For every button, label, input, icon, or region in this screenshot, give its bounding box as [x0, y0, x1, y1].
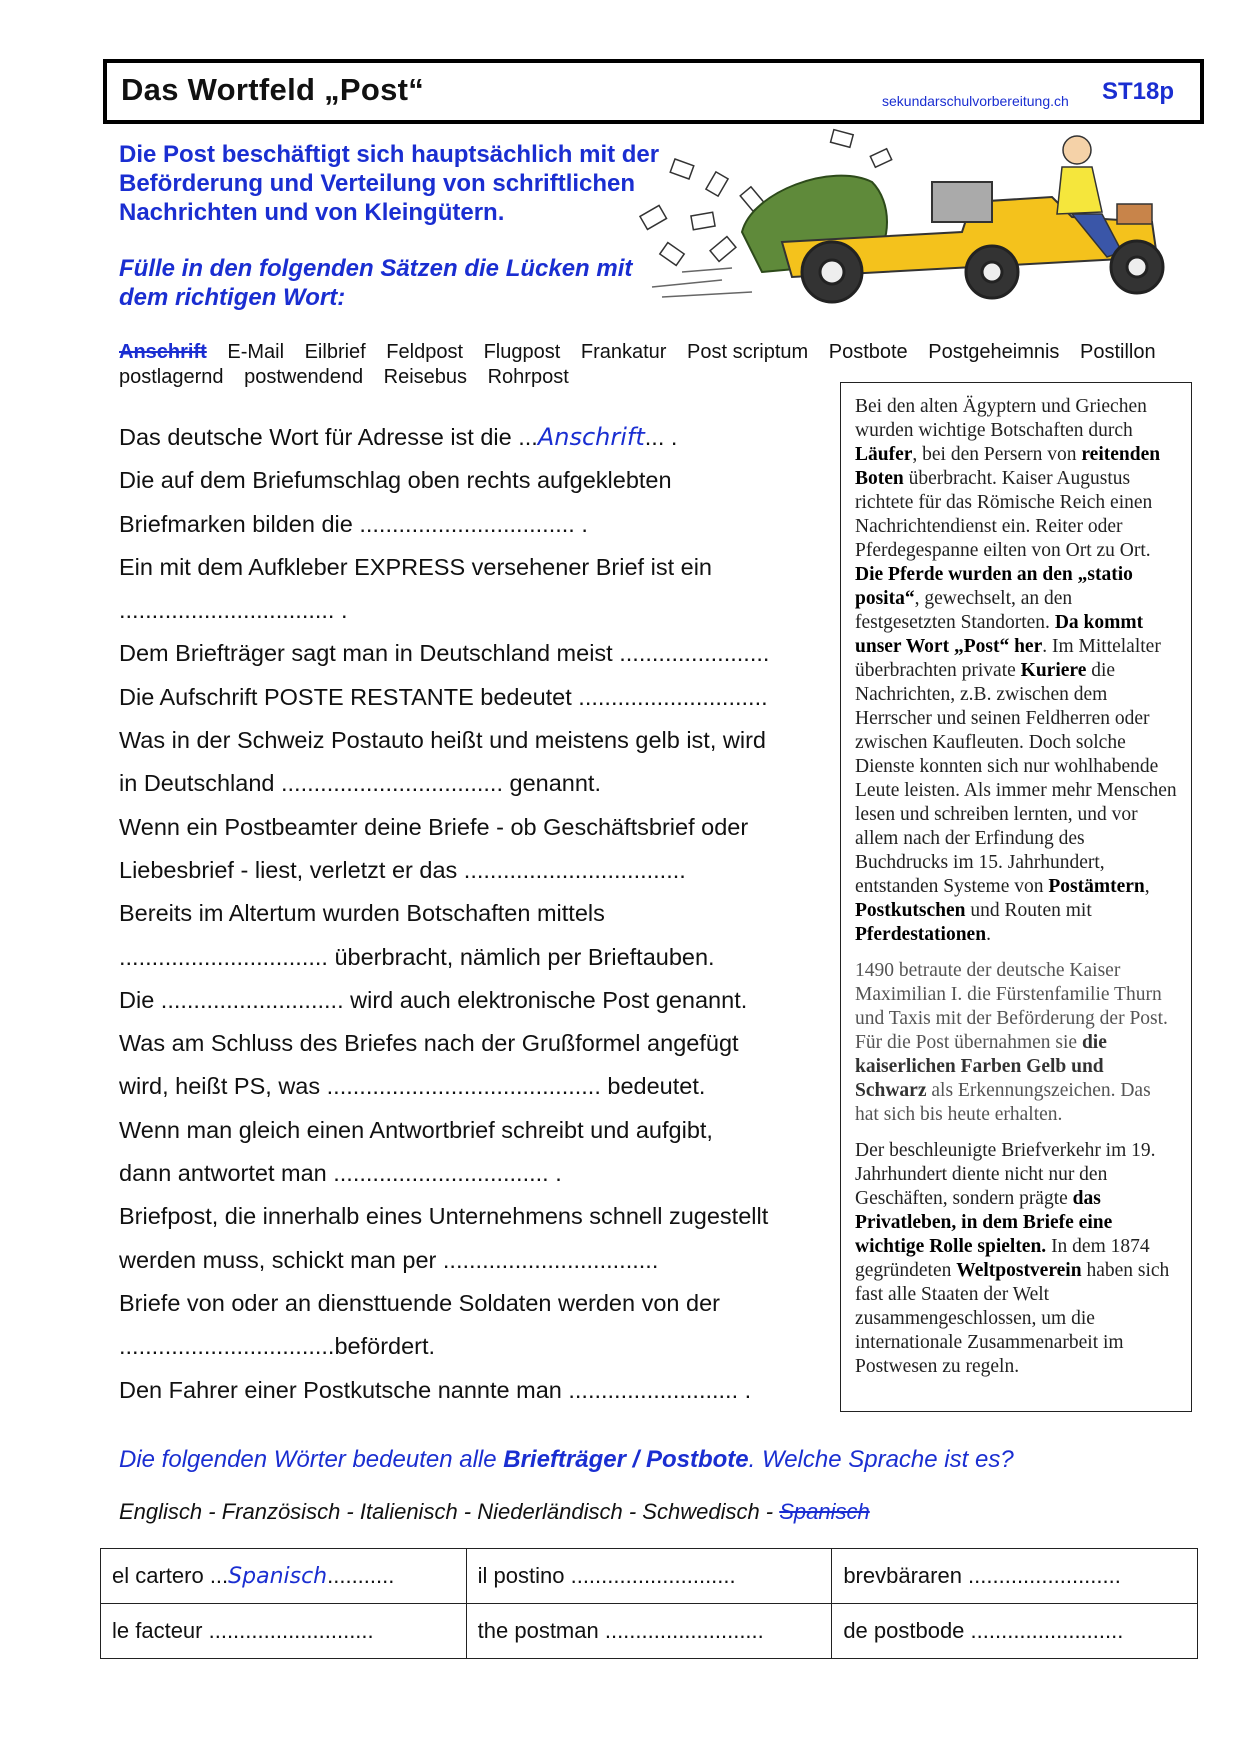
- worksheet-code: ST18p: [1102, 78, 1175, 105]
- translation-cell: el cartero ...Spanisch...........: [101, 1549, 467, 1604]
- info-emphasis: Postämtern: [1048, 876, 1145, 897]
- sentence-line: .................................befördert.: [119, 1333, 436, 1360]
- sentence-line: Was in der Schweiz Postauto heißt und meistens gelb ist, wird: [119, 727, 766, 754]
- info-emphasis: Postkutschen: [855, 900, 966, 921]
- site-link[interactable]: sekundarschulvorbereitung.ch: [882, 93, 1069, 109]
- language-used: Spanisch: [779, 1499, 870, 1524]
- language-list: [119, 1499, 870, 1525]
- fill-in-sentences: [119, 416, 829, 1412]
- sentence-line: Die Aufschrift POSTE RESTANTE bedeutet .............................: [119, 683, 768, 710]
- word-bank-item: Rohrpost: [487, 366, 569, 388]
- sentence-line: Wenn man gleich einen Antwortbrief schreibt und aufgibt,: [119, 1116, 713, 1143]
- info-paragraph: Der beschleunigte Briefverkehr im 19. Jahrhundert diente nicht nur den Geschäften, sondern prägte das Privatleben, in dem Briefe eine wichtige Rolle spielten. In dem 1874 gegründeten Weltpostverein haben sich fast alle Staaten der Welt zusammengeschlossen, um die internationale Zusammenarbeit im Postwesen zu regeln.: [855, 1140, 1170, 1377]
- word-bank-item: E-Mail: [227, 341, 285, 363]
- word-bank-item: Flugpost: [483, 341, 561, 363]
- info-emphasis: das Privatleben, in dem Briefe eine wichtige Rolle spielten.: [855, 1188, 1113, 1257]
- question-keyword: Briefträger / Postbote: [503, 1446, 749, 1473]
- word-bank-item: Feldpost: [386, 341, 464, 363]
- question-text: Die folgenden Wörter bedeuten alle: [119, 1446, 504, 1473]
- info-emphasis: reitenden Boten: [855, 444, 1161, 489]
- word-bank-item: Reisebus: [383, 366, 468, 388]
- sentence-line: werden muss, schickt man per .................................: [119, 1246, 659, 1273]
- sentence-line: ................................. .: [119, 597, 348, 624]
- sentence-line: Briefmarken bilden die ................................. .: [119, 510, 588, 537]
- sentence-line: ................................ überbracht, nämlich per Brieftauben.: [119, 943, 715, 970]
- sentence-line: Bereits im Altertum wurden Botschaften mittels: [119, 900, 605, 927]
- sentence-line: in Deutschland .................................. genannt.: [119, 770, 601, 797]
- info-emphasis: die kaiserlichen Farben Gelb und Schwarz: [855, 1032, 1107, 1101]
- translation-row: [101, 1549, 1198, 1604]
- language-options: Englisch - Französisch - Italienisch - Niederländisch - Schwedisch -: [119, 1499, 780, 1524]
- translation-cell: the postman ..........................: [466, 1604, 832, 1659]
- word-bank-item: Postgeheimnis: [928, 341, 1060, 363]
- sentence-line: Was am Schluss des Briefes nach der Grußformel angefügt: [119, 1030, 739, 1057]
- handwritten-answer: Anschrift: [537, 423, 645, 451]
- info-emphasis: Da kommt unser Wort „Post“ her: [855, 612, 1144, 657]
- sentence-line: wird, heißt PS, was .......................................... bedeutet.: [119, 1073, 706, 1100]
- header-box: [103, 59, 1204, 124]
- word-bank-item: Post scriptum: [687, 341, 809, 363]
- word-bank-item: Eilbrief: [304, 341, 366, 363]
- sentence-line: Die auf dem Briefumschlag oben rechts aufgeklebten: [119, 467, 672, 494]
- sentence-line: Ein mit dem Aufkleber EXPRESS versehener Brief ist ein: [119, 553, 712, 580]
- info-emphasis: Die Pferde wurden an den „statio posita“: [855, 564, 1133, 609]
- translation-cell: brevbäraren .........................: [832, 1549, 1198, 1604]
- translation-cell: de postbode .........................: [832, 1604, 1198, 1659]
- history-info-box: [840, 382, 1192, 1412]
- sentence-line: Briefe von oder an diensttuende Soldaten werden von der: [119, 1289, 720, 1316]
- sentence-line: Liebesbrief - liest, verletzt er das ..................................: [119, 856, 686, 883]
- word-bank-item: Anschrift: [119, 341, 207, 363]
- handwritten-answer: Spanisch: [228, 1564, 328, 1589]
- word-bank-item: Frankatur: [580, 341, 667, 363]
- intro-text: Die Post beschäftigt sich hauptsächlich mit der Beförderung und Verteilung von schriftlichen Nachrichten und von Kleingütern.: [119, 141, 660, 226]
- translation-cell: le facteur ...........................: [101, 1604, 467, 1659]
- sentence-line: Wenn ein Postbeamter deine Briefe - ob Geschäftsbrief oder: [119, 813, 749, 840]
- page-title: Das Wortfeld „Post“: [121, 72, 425, 107]
- word-bank-item: postwendend: [244, 366, 364, 388]
- info-emphasis: Weltpostverein: [956, 1260, 1082, 1281]
- sentence-line: Dem Briefträger sagt man in Deutschland meist .......................: [119, 640, 770, 667]
- sentence-line: Das deutsche Wort für Adresse ist die ...Anschrift... .: [119, 423, 678, 451]
- info-paragraph: Bei den alten Ägyptern und Griechen wurden wichtige Botschaften durch Läufer, bei den Persern von reitenden Boten überbracht. Kaiser Augustus richtete für das Römische Reich einen Nachrichtendienst ein. Reiter oder Pferdegespanne eilten von Ort zu Ort. Die Pferde wurden an den „statio posita“, gewechselt, an den festgesetzten Standorten. Da kommt unser Wort „Post“ her. Im Mittelalter überbrachten private Kuriere die Nachrichten, z.B. zwischen dem Herrscher und seinen Feldherren oder zwischen Kaufleuten. Doch solche Dienste konnten sich nur wohlhabende Leute leisten. Als immer mehr Menschen lesen und schreiben lernten, und vor allem nach der Erfindung des Buchdrucks im 15. Jahrhundert, entstanden Systeme von Postämtern, Postkutschen und Routen mit Pferdestationen.: [855, 396, 1177, 945]
- sentence-line: dann antwortet man ................................. .: [119, 1160, 562, 1187]
- info-emphasis: Läufer: [855, 444, 913, 465]
- question-text: . Welche Sprache ist es?: [748, 1446, 1014, 1473]
- mail-car-icon: [632, 122, 1192, 322]
- info-emphasis: Kuriere: [1020, 660, 1087, 681]
- translation-table: [100, 1548, 1198, 1659]
- sentence-line: Den Fahrer einer Postkutsche nannte man .......................... .: [119, 1376, 752, 1403]
- translation-cell: il postino ...........................: [466, 1549, 832, 1604]
- info-emphasis: Pferdestationen: [855, 924, 987, 945]
- word-bank-item: postlagernd: [119, 366, 224, 388]
- instruction-text: Fülle in den folgenden Sätzen die Lücken mit dem richtigen Wort:: [119, 255, 633, 311]
- word-bank-item: Postbote: [828, 341, 908, 363]
- info-paragraph: 1490 betraute der deutsche Kaiser Maximilian I. die Fürstenfamilie Thurn und Taxis mit der Beförderung der Post. Für die Post übernahmen sie die kaiserlichen Farben Gelb und Schwarz als Erkennungszeichen. Das hat sich bis heute erhalten.: [855, 960, 1168, 1125]
- language-question: [119, 1446, 1014, 1474]
- sentence-line: Die ............................ wird auch elektronische Post genannt.: [119, 986, 748, 1013]
- word-bank-item: Postillon: [1080, 341, 1156, 363]
- sentence-line: Briefpost, die innerhalb eines Unternehmens schnell zugestellt: [119, 1203, 769, 1230]
- translation-row: [101, 1604, 1198, 1659]
